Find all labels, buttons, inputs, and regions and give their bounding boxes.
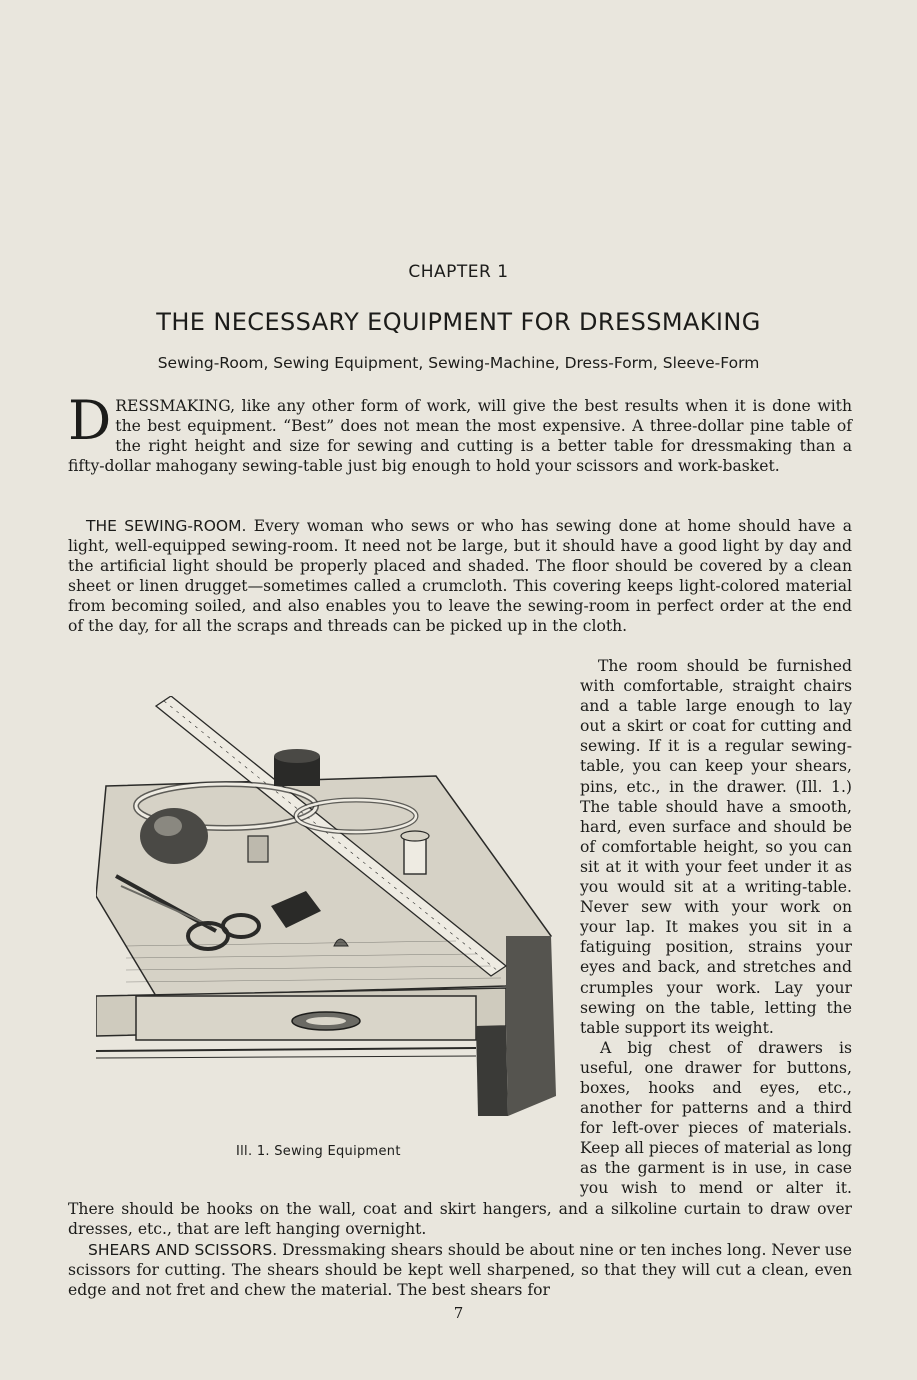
- page-number: 7: [453, 1304, 464, 1322]
- chest-text: A big chest of drawers is useful, one drawer for buttons, boxes, hooks and eyes, etc., another for patterns and a third for left-over pieces of materials. Keep all pieces of material as long as the garment is in use, in case you wish to mend or alter it. There should be hooks on the wall, coat and skirt hangers, and a silkoline curtain to draw over dresses, etc., that are left hanging overnight.: [68, 1038, 853, 1238]
- sewing-room-text: Every woman who sews or who has sewing done at home should have a light, well-equipped sewing-room. It need not be large, but it should have a good light by day and the artificial light should be properly placed and shaded. The floor should be covered by a clean sheet or linen drugget—sometimes called a crumcloth. This covering keeps light-colored material from becoming soiled, and also enables you to leave the sewing-room in perfect order at the end of the day, for all the scraps and threads can be picked up in the cloth.: [68, 517, 852, 636]
- drop-cap: D: [68, 389, 112, 452]
- sewing-room-paragraph: [68, 516, 852, 637]
- sewing-equipment-illustration-icon: [96, 696, 566, 1116]
- furnishing-section: [68, 656, 852, 1239]
- furnished-text: The room should be furnished with comfortable, straight chairs and a table large enough to lay out a skirt or coat for cutting and sewing. If it is a regular sewing-table, you can keep your shears, pins, etc., in the drawer. (Ill. 1.) The table should have a smooth, hard, even surface and should be of comfortable height, so you can sit at it with your feet under it as you would sit at a writing-table. Never sew with your work on your lap. It makes you sit in a fatiguing position, strains your eyes and back, and stretches and crumples your work. Lay your sewing on the table, letting the table support its weight.: [580, 657, 852, 1037]
- sewing-room-heading: THE SEWING-ROOM.: [86, 517, 247, 535]
- intro-text: RESSMAKING, like any other form of work, will give the best results when it is done with the best equipment. “Best” does not mean the most expensive. A three-dollar pine table of the right height and size for sewing and cutting is a better table for dressmaking than a fifty-dollar mahogany sewing-table just big enough to hold your scissors and work-basket.: [68, 397, 852, 476]
- intro-paragraph: [68, 389, 852, 476]
- shears-heading: SHEARS AND SCISSORS.: [88, 1241, 278, 1259]
- chapter-label: CHAPTER 1: [408, 262, 509, 282]
- shears-text: Dressmaking shears should be about nine or ten inches long. Never use scissors for cutting. The shears should be kept well sharpened, so that they will cut a clean, even edge and not fret and chew the material. The best shears for: [68, 1241, 852, 1300]
- figure-illustration: [68, 676, 576, 1190]
- chapter-title: THE NECESSARY EQUIPMENT FOR DRESSMAKING: [156, 308, 761, 336]
- figure-caption: Ill. 1. Sewing Equipment: [236, 1144, 401, 1159]
- shears-paragraph: [68, 1240, 852, 1300]
- chapter-subtitle: Sewing-Room, Sewing Equipment, Sewing-Machine, Dress-Form, Sleeve-Form: [157, 354, 760, 372]
